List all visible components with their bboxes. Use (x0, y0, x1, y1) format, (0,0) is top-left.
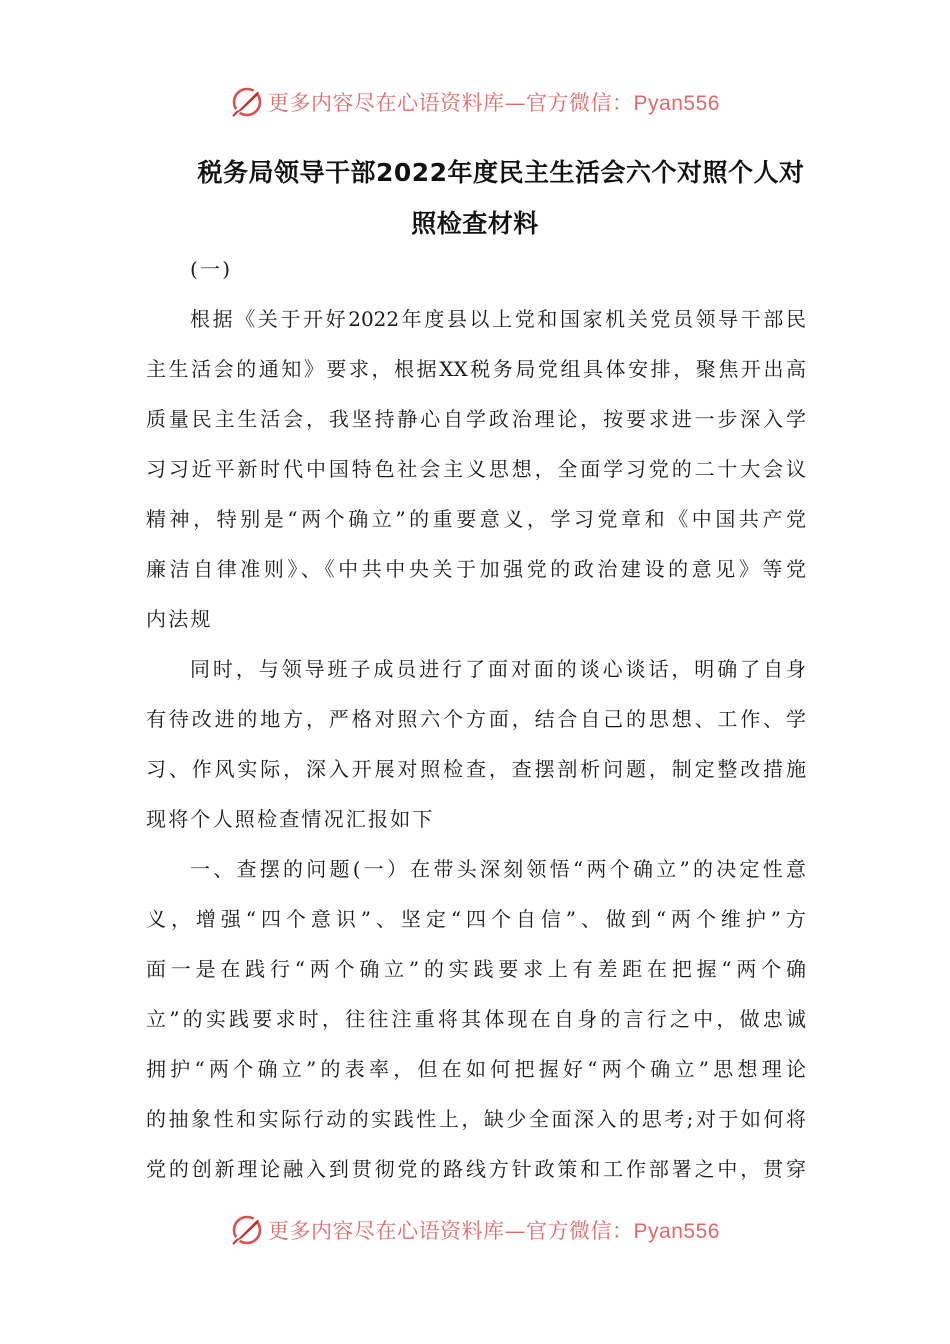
watermark-banner-top (0, 82, 950, 122)
document-body (146, 252, 806, 1202)
body-line: 精神，特别是“两个确立”的重要意义，学习党章和《中国共产党 (146, 507, 806, 531)
quill-logo-icon (230, 1213, 264, 1247)
body-line: 现将个人照检查情况汇报如下 (146, 807, 435, 831)
body-line: 廉洁自律准则》、《中共中央关于加强党的政治建设的意见》等党 (146, 557, 806, 581)
watermark-banner-bottom (0, 1210, 950, 1250)
body-line: 一、查摆的问题(一）在带头深刻领悟“两个确立”的决定性意 (190, 857, 806, 881)
body-line: 内法规 (146, 607, 213, 631)
wechat-id: Pyan556 (633, 1220, 720, 1243)
body-line: 面一是在践行“两个确立”的实践要求上有差距在把握“两个确 (146, 957, 806, 981)
watermark-text: 更多内容尽在心语资料库—官方微信： (268, 91, 634, 115)
body-line: 习习近平新时代中国特色社会主义思想，全面学习党的二十大会议 (146, 457, 806, 481)
body-line: 根据《关于开好2022年度县以上党和国家机关党员领导干部民 (190, 307, 806, 331)
body-line: 质量民主生活会，我坚持静心自学政治理论，按要求进一步深入学 (146, 407, 806, 431)
body-line: 有待改进的地方，严格对照六个方面，结合自己的思想、工作、学 (146, 707, 806, 731)
document-title-line-2: 照检查材料 (411, 209, 539, 238)
section-marker: (一) (190, 257, 233, 281)
body-line: 主生活会的通知》要求，根据XX税务局党组具体安排，聚焦开出高 (146, 357, 806, 381)
body-line: 义，增强“四个意识”、坚定“四个自信”、做到“两个维护”方 (146, 907, 806, 931)
body-line: 同时，与领导班子成员进行了面对面的谈心谈话，明确了自身 (190, 657, 806, 681)
body-line: 立”的实践要求时，往往注重将其体现在自身的言行之中，做忠诚 (146, 1007, 806, 1031)
body-line: 党的创新理论融入到贯彻党的路线方针政策和工作部署之中，贯穿 (146, 1157, 806, 1181)
body-line: 的抽象性和实际行动的实践性上，缺少全面深入的思考;对于如何将 (146, 1107, 806, 1131)
watermark-text: 更多内容尽在心语资料库—官方微信： (268, 1219, 634, 1243)
wechat-id: Pyan556 (633, 92, 720, 115)
document-title-line-1: 税务局领导干部2022年度民主生活会六个对照个人对 (197, 158, 805, 187)
body-line: 拥护“两个确立”的表率，但在如何把握好“两个确立”思想理论 (146, 1057, 806, 1081)
body-line: 习、作风实际，深入开展对照检查，查摆剖析问题，制定整改措施 (146, 757, 806, 781)
quill-logo-icon (230, 85, 264, 119)
